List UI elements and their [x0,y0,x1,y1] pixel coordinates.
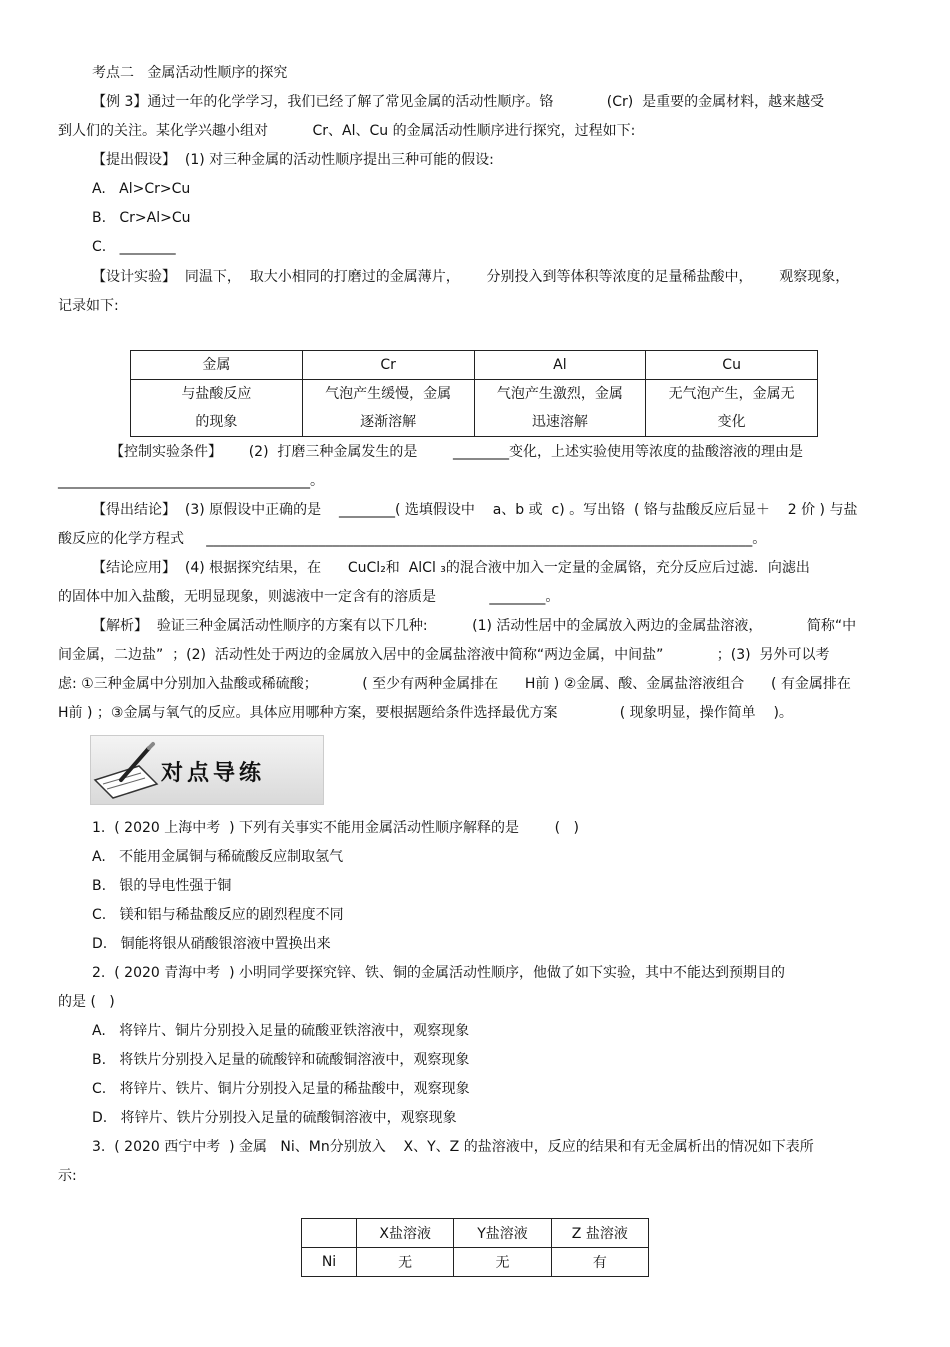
cell-line: 无气泡产生，金属无 [668,386,795,402]
cell-line: 气泡产生缓慢，金属 [325,386,452,402]
practice-banner-title: 对点导练 [161,760,266,786]
table-cell: 无 [357,1248,454,1277]
question-2-cont: 的是 ( ) [58,994,115,1010]
table-cell [131,380,303,437]
section-heading: 考点二 金属活动性顺序的探究 [92,65,288,81]
question-2-option-b: B. 将铁片分别投入足量的硫酸锌和硫酸铜溶液中，观察现象 [92,1052,470,1068]
control-conditions-cont: ____________________________________。 [58,473,324,489]
table-cell [302,1219,357,1248]
hypothesis-b: B. Cr>Al>Cu [92,210,191,226]
question-1: 1. ( 2020 上海中考 ) 下列有关事实不能用金属活动性顺序解释的是 ( ) [92,820,579,836]
application: 【结论应用】 (4) 根据探究结果，在 CuCl₂和 AlCl ₃的混合液中加入一定量的金属铬，充分反应后过滤．向滤出 [92,560,810,576]
analysis: 【解析】 验证三种金属活动性顺序的方案有以下几种: (1) 活动性居中的金属放入两边的金属盐溶液， 简称“中 [92,618,857,634]
cell-line: 的现象 [195,414,238,430]
table-cell: Y盐溶液 [454,1219,551,1248]
conclusion-cont: 酸反应的化学方程式 ______________________________________________________________________________。 [58,531,767,547]
question-2-option-a: A. 将锌片、铜片分别投入足量的硫酸亚铁溶液中，观察现象 [92,1023,470,1039]
question-3: 3. ( 2020 西宁中考 ) 金属 Ni、Mn分别放入 X、Y、Z 的盐溶液中，反应的结果和有无金属析出的情况如下表所 [92,1139,814,1155]
table-cell: X盐溶液 [357,1219,454,1248]
question-1-option-d: D. 铜能将银从硝酸银溶液中置换出来 [92,936,331,952]
experiment-design: 【设计实验】 同温下， 取大小相同的打磨过的金属薄片， 分别投入到等体积等浓度的足量稀盐酸中， 观察现象， [92,269,850,285]
table-header-row [302,1219,649,1248]
question-2-option-d: D. 将锌片、铁片分别投入足量的硫酸铜溶液中，观察现象 [92,1110,457,1126]
table-cell: 有 [551,1248,648,1277]
cell-line: 逐渐溶解 [360,414,417,430]
hypothesis-prompt: 【提出假设】 (1) 对三种金属的活动性顺序提出三种可能的假设: [92,152,494,168]
hypothesis-a: A. Al>Cr>Cu [92,181,191,197]
table-cell: 无 [454,1248,551,1277]
table-cell [302,380,474,437]
table-cell: Al [474,351,646,380]
cell-line: 变化 [717,414,746,430]
example-3-intro: 【例 3】通过一年的化学学习，我们已经了解了常见金属的活动性顺序。铬 (Cr) 是重要的金属材料，越来越受 [92,94,825,110]
table-cell [646,380,818,437]
cell-line: 与盐酸反应 [181,386,252,402]
table-cell: Cr [302,351,474,380]
metal-reaction-table [130,350,818,437]
table-cell: 金属 [131,351,303,380]
application-cont: 的固体中加入盐酸，无明显现象，则滤液中一定含有的溶质是 ________。 [58,589,560,605]
question-1-option-b: B. 银的导电性强于铜 [92,878,232,894]
table-cell [474,380,646,437]
table-row [302,1248,649,1277]
question-2-option-c: C. 将锌片、铁片、铜片分别投入足量的稀盐酸中，观察现象 [92,1081,470,1097]
analysis-cont-1: 间金属，二边盐” ；(2) 活动性处于两边的金属放入居中的金属盐溶液中简称“两边金属，中间盐” ；(3) 另外可以考 [58,647,830,663]
table-cell: Ni [302,1248,357,1277]
experiment-design-cont: 记录如下: [58,298,119,314]
control-conditions: 【控制实验条件】 (2) 打磨三种金属发生的是 ________变化，上述实验使用等浓度的盐酸溶液的理由是 [110,444,804,460]
table-row [131,380,818,437]
table-header-row [131,351,818,380]
question-2: 2. ( 2020 青海中考 ) 小明同学要探究锌、铁、铜的金属活动性顺序，他做了如下实验，其中不能达到预期目的 [92,965,786,981]
analysis-cont-2: 虑: ①三种金属中分别加入盐酸或稀硫酸； ( 至少有两种金属排在 H前 ) ②金属、酸、金属盐溶液组合 ( 有金属排在 [58,676,851,692]
cell-line: 气泡产生激烈，金属 [496,386,623,402]
conclusion: 【得出结论】 (3) 原假设中正确的是 ________( 选填假设中 a、b 或 c) 。写出铬 ( 铬与盐酸反应后显＋ 2 价 ) 与盐 [92,502,858,518]
table-cell: Cu [646,351,818,380]
cell-line: 迅速溶解 [531,414,588,430]
example-3-intro-cont: 到人们的关注。某化学兴趣小组对 Cr、Al、Cu 的金属活动性顺序进行探究，过程如下: [58,123,636,139]
table-cell: Z 盐溶液 [551,1219,648,1248]
question-1-option-a: A. 不能用金属铜与稀硫酸反应制取氢气 [92,849,344,865]
salt-solution-table [301,1218,649,1277]
hypothesis-c: C. ________ [92,239,176,255]
question-3-cont: 示: [58,1168,77,1184]
practice-banner [90,735,324,805]
question-1-option-c: C. 镁和铝与稀盐酸反应的剧烈程度不同 [92,907,344,923]
analysis-cont-3: H前 ) ；③金属与氧气的反应。具体应用哪种方案，要根据题给条件选择最优方案 ( 现象明显，操作简单 )。 [58,705,793,721]
